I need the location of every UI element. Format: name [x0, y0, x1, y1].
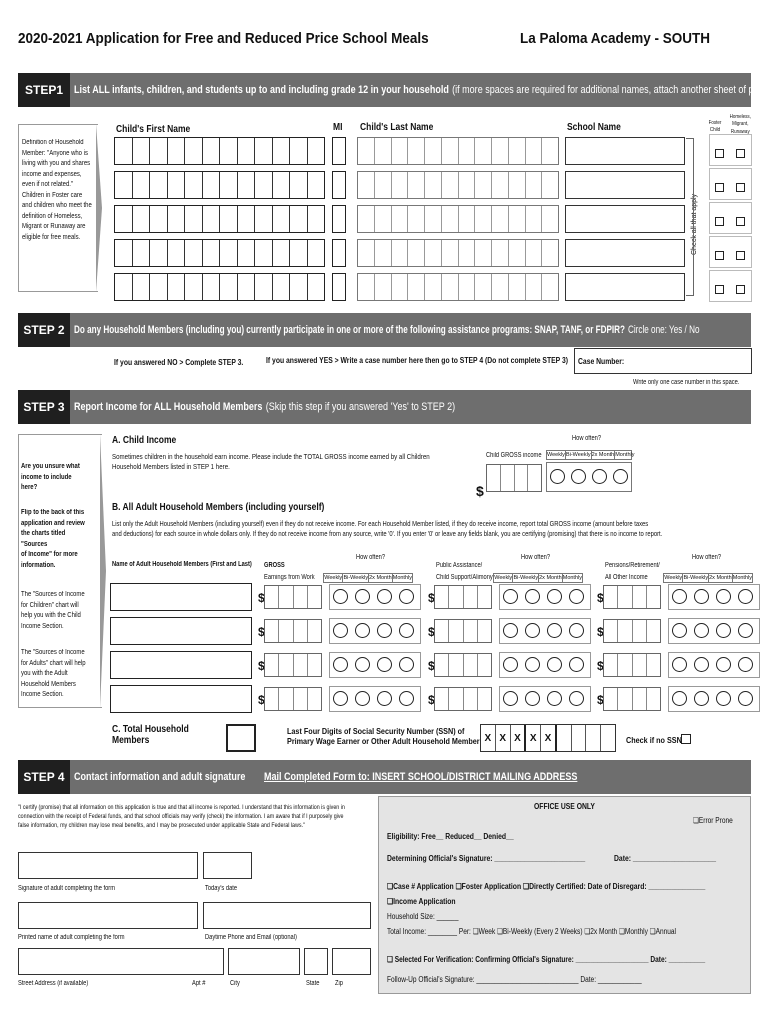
- printed-name-input[interactable]: [18, 902, 198, 929]
- freq-circle[interactable]: [525, 657, 540, 672]
- income-amount-input[interactable]: [434, 585, 492, 609]
- total-members-title: C. Total Household Members: [112, 724, 189, 746]
- no-ssn-checkbox[interactable]: [681, 734, 691, 744]
- child-mi-input[interactable]: [332, 171, 346, 199]
- apt-label: Apt #: [192, 980, 206, 987]
- freq-circle[interactable]: [355, 691, 370, 706]
- ssn-x: X: [541, 725, 557, 751]
- dollar-sign: $: [428, 625, 435, 639]
- freq-circle[interactable]: [716, 589, 731, 604]
- col-first-name: Child's First Name: [116, 124, 191, 135]
- check-all-note: Check all that apply: [691, 193, 698, 255]
- freq-header-1: Weekly Bi-Weekly 2x Month Monthly: [324, 575, 412, 581]
- mail-address: Mail Completed Form to: INSERT SCHOOL/DISTRICT MAILING ADDRESS: [264, 771, 578, 783]
- state-label: State: [306, 980, 320, 987]
- form-title: 2020-2021 Application for Free and Reduced Price School Meals: [18, 30, 429, 47]
- step2-bar: [18, 313, 751, 347]
- freq-circle[interactable]: [355, 657, 370, 672]
- child-dollar-sign: $: [476, 483, 484, 499]
- zip-label: Zip: [335, 980, 343, 987]
- printed-name-label: Printed name of adult completing the form: [18, 934, 125, 941]
- step2-if-yes: If you answered YES > Write a case number here then go to STEP 4 (Do not complete STEP 3): [266, 356, 568, 365]
- foster-checkbox[interactable]: [715, 217, 724, 226]
- freq-circle[interactable]: [672, 657, 687, 672]
- freq-circle[interactable]: [569, 657, 584, 672]
- city-input[interactable]: [228, 948, 300, 975]
- freq-circle[interactable]: [399, 589, 414, 604]
- step1-label: STEP1: [18, 73, 70, 107]
- freq-circle[interactable]: [569, 623, 584, 638]
- zip-input[interactable]: [332, 948, 371, 975]
- household-size: Household Size: ______: [387, 912, 459, 921]
- step3-label: STEP 3: [18, 390, 70, 424]
- case-number-label: Case Number:: [578, 357, 625, 366]
- error-prone: ❏Error Prone: [693, 816, 733, 825]
- step3-bar: [18, 390, 751, 424]
- income-application: ❏Income Application: [387, 897, 456, 906]
- step3-heading: Report Income for ALL Household Members (Skip this step if you answered 'Yes' to STEP 2): [74, 401, 456, 413]
- selected-verification: ❏ Selected For Verification: Confirming Official's Signature: ____________________ Date: __________: [387, 955, 706, 964]
- street-label: Street Address (if available): [18, 980, 89, 987]
- homeless-checkbox[interactable]: [736, 183, 745, 192]
- phone-input[interactable]: [203, 902, 371, 929]
- adult-name-input[interactable]: [110, 651, 252, 679]
- ssn-x: X: [496, 725, 511, 751]
- dollar-sign: $: [258, 591, 265, 605]
- adult-name-input[interactable]: [110, 617, 252, 645]
- dollar-sign: $: [258, 659, 265, 673]
- dollar-sign: $: [597, 591, 604, 605]
- dollar-sign: $: [428, 659, 435, 673]
- freq-circle[interactable]: [716, 657, 731, 672]
- gross-label: GROSS: [264, 562, 285, 569]
- child-gross-label: Child GROSS income: [486, 452, 542, 459]
- school-name-input[interactable]: [565, 137, 685, 165]
- adult-members-title: B. All Adult Household Members (including yourself): [112, 502, 325, 513]
- adult-name-input[interactable]: [110, 685, 252, 713]
- freq-circle[interactable]: [738, 623, 753, 638]
- no-ssn-label: Check if no SSN: [626, 735, 682, 745]
- how-often-2: How often?: [521, 554, 551, 561]
- check-bracket: [686, 138, 694, 296]
- child-mi-input[interactable]: [332, 205, 346, 233]
- state-input[interactable]: [304, 948, 328, 975]
- child-support-label: Child Support/Alimony: [436, 574, 493, 581]
- child-mi-input[interactable]: [332, 273, 346, 301]
- street-input[interactable]: [18, 948, 224, 975]
- adult-name-input[interactable]: [110, 583, 252, 611]
- freq-header-3: Weekly Bi-Weekly 2x Month Monthly: [664, 575, 752, 581]
- freq-header-2: Weekly Bi-Weekly 2x Month Monthly: [494, 575, 582, 581]
- child-income-title: A. Child Income: [112, 435, 177, 446]
- child-last-name-input[interactable]: [357, 273, 559, 301]
- child-freq-circle[interactable]: [571, 469, 586, 484]
- freq-circle[interactable]: [694, 691, 709, 706]
- income-amount-input[interactable]: [264, 653, 322, 677]
- total-income: Total Income: ________ Per: ❏Week ❏Bi-Weekly (Every 2 Weeks) ❏2x Month ❏Monthly ❏Annual: [387, 927, 677, 936]
- step3-side-arrow: [100, 434, 106, 708]
- child-how-often: How often?: [572, 435, 602, 442]
- school-name-input[interactable]: [565, 205, 685, 233]
- dollar-sign: $: [597, 693, 604, 707]
- earnings-label: Earnings from Work: [264, 574, 315, 581]
- school-name-input[interactable]: [565, 273, 685, 301]
- office-title: OFFICE USE ONLY: [534, 802, 595, 811]
- freq-circle[interactable]: [333, 657, 348, 672]
- child-first-name-input[interactable]: [114, 171, 325, 199]
- ssn-x: X: [511, 725, 527, 751]
- school-name-input[interactable]: [565, 171, 685, 199]
- school-name: La Paloma Academy - SOUTH: [520, 30, 711, 47]
- step2-label: STEP 2: [18, 313, 70, 347]
- freq-circle[interactable]: [333, 623, 348, 638]
- freq-circle[interactable]: [377, 657, 392, 672]
- freq-circle[interactable]: [503, 623, 518, 638]
- foster-checkbox[interactable]: [715, 149, 724, 158]
- step2-heading: Do any Household Members (including you) currently participate in one or more of the following assistance programs: SNAP, TANF, or FDPIR? Circle one: Yes / No: [74, 324, 700, 336]
- household-definition: Definition of Household Member: "Anyone who is living with you and shares income and expenses, even if not related." Children in Foster care and children who meet the definition of Homeless, Migrant or Runaway are eligible for free meals.: [22, 139, 92, 241]
- dollar-sign: $: [258, 693, 265, 707]
- freq-circle[interactable]: [503, 589, 518, 604]
- col-foster: Foster Child: [708, 120, 722, 134]
- child-mi-input[interactable]: [332, 239, 346, 267]
- freq-circle[interactable]: [716, 691, 731, 706]
- how-often-1: How often?: [356, 554, 386, 561]
- freq-circle[interactable]: [355, 589, 370, 604]
- freq-circle[interactable]: [694, 657, 709, 672]
- freq-circle[interactable]: [738, 589, 753, 604]
- income-amount-input[interactable]: [603, 619, 661, 643]
- col-mi: MI: [333, 122, 343, 133]
- freq-circle[interactable]: [694, 623, 709, 638]
- freq-circle[interactable]: [525, 623, 540, 638]
- step1-bar: [18, 73, 775, 107]
- foster-checkbox[interactable]: [715, 251, 724, 260]
- freq-circle[interactable]: [672, 589, 687, 604]
- step2-if-no: If you answered NO > Complete STEP 3.: [114, 358, 244, 367]
- freq-circle[interactable]: [672, 623, 687, 638]
- freq-circle[interactable]: [355, 623, 370, 638]
- phone-label: Daytime Phone and Email (optional): [205, 934, 297, 941]
- side-children-chart: The "Sources of Income for Children" chart will help you with the Child Income Section.: [21, 591, 85, 630]
- col-homeless: Homeless, Migrant, Runaway: [729, 114, 751, 135]
- freq-circle[interactable]: [333, 691, 348, 706]
- case-application: ❏Case # Application ❏Foster Application ❏Directly Certified: Date of Disregard: _______________: [387, 882, 706, 891]
- dollar-sign: $: [428, 591, 435, 605]
- child-income-input[interactable]: [486, 464, 542, 492]
- freq-circle[interactable]: [503, 691, 518, 706]
- total-members-input[interactable]: [226, 724, 256, 752]
- public-label: Public Assistance/: [436, 562, 483, 569]
- freq-circle[interactable]: [569, 589, 584, 604]
- homeless-checkbox[interactable]: [736, 251, 745, 260]
- income-amount-input[interactable]: [603, 687, 661, 711]
- pensions-label: Pensions/Retirement/: [605, 562, 660, 569]
- side-adults-chart: The "Sources of Income for Adults" chart will help you with the Adult Household Members Income Section.: [21, 649, 86, 698]
- child-first-name-input[interactable]: [114, 205, 325, 233]
- col-last-name: Child's Last Name: [360, 122, 434, 133]
- dollar-sign: $: [597, 625, 604, 639]
- determining-date: Date: ______________________: [614, 854, 717, 863]
- child-first-name-input[interactable]: [114, 273, 325, 301]
- date-input[interactable]: [203, 852, 252, 879]
- write-one-note: Write only one case number in this space.: [633, 379, 740, 386]
- income-amount-input[interactable]: [434, 619, 492, 643]
- side-unsure: Are you unsure what income to include here?: [21, 463, 80, 491]
- freq-circle[interactable]: [716, 623, 731, 638]
- child-last-name-input[interactable]: [357, 171, 559, 199]
- side-box-arrow: [96, 124, 102, 292]
- freq-circle[interactable]: [738, 657, 753, 672]
- freq-circle[interactable]: [333, 589, 348, 604]
- child-freq-circle[interactable]: [592, 469, 607, 484]
- followup-official: Follow-Up Official's Signature: ____________________________ Date: ____________: [387, 975, 642, 984]
- step4-label: STEP 4: [18, 760, 70, 794]
- child-freq-circle[interactable]: [613, 469, 628, 484]
- freq-circle[interactable]: [738, 691, 753, 706]
- homeless-checkbox[interactable]: [736, 149, 745, 158]
- adult-name-header: Name of Adult Household Members (First and Last): [112, 561, 252, 568]
- income-amount-input[interactable]: [434, 687, 492, 711]
- ssn-x: X: [481, 725, 496, 751]
- other-income-label: All Other Income: [605, 574, 648, 581]
- freq-circle[interactable]: [377, 623, 392, 638]
- adult-members-desc: List only the Adult Household Members (including yourself) even if they do not receive income. For each Household Member listed, if they do receive income, report total GROSS income (amount before taxes and deductions) for each source in whole dollars only. If they do not receive income from any source, write '0'. If you enter '0' or leave any fields blank, you are certifying (promising) that there is no income to report.: [112, 519, 663, 539]
- ssn-input[interactable]: [480, 724, 616, 752]
- freq-circle[interactable]: [525, 691, 540, 706]
- signature-input[interactable]: [18, 852, 198, 879]
- child-income-desc: Sometimes children in the household earn income. Please include the TOTAL GROSS income earned by all Children Household Members listed in STEP 1 here.: [112, 452, 430, 472]
- homeless-checkbox[interactable]: [736, 217, 745, 226]
- income-amount-input[interactable]: [434, 653, 492, 677]
- freq-circle[interactable]: [503, 657, 518, 672]
- foster-checkbox[interactable]: [715, 183, 724, 192]
- freq-circle[interactable]: [377, 589, 392, 604]
- freq-circle[interactable]: [399, 657, 414, 672]
- certify-text: "I certify (promise) that all information on this application is true and that all income is reported. I understand that this information is given in connection with the receipt of Federal funds, and that school officials may verify (check) the information. I am aware that if I purposely give false information, my children may lose meal benefits, and I may be prosecuted under applicable State and Federal laws.": [18, 804, 345, 829]
- freq-circle[interactable]: [547, 657, 562, 672]
- child-first-name-input[interactable]: [114, 137, 325, 165]
- freq-circle[interactable]: [377, 691, 392, 706]
- dollar-sign: $: [597, 659, 604, 673]
- income-amount-input[interactable]: [264, 585, 322, 609]
- dollar-sign: $: [258, 625, 265, 639]
- homeless-checkbox[interactable]: [736, 285, 745, 294]
- child-freq-header: Weekly Bi-Weekly 2x Month Monthly: [547, 452, 635, 458]
- child-first-name-input[interactable]: [114, 239, 325, 267]
- freq-circle[interactable]: [672, 691, 687, 706]
- dollar-sign: $: [428, 693, 435, 707]
- determining-official: Determining Official's Signature: ________________________: [387, 854, 586, 863]
- freq-circle[interactable]: [525, 589, 540, 604]
- signature-label: Signature of adult completing the form: [18, 885, 116, 892]
- col-school: School Name: [567, 122, 621, 133]
- child-freq-circle[interactable]: [550, 469, 565, 484]
- freq-circle[interactable]: [399, 691, 414, 706]
- income-amount-input[interactable]: [264, 619, 322, 643]
- child-mi-input[interactable]: [332, 137, 346, 165]
- income-amount-input[interactable]: [264, 687, 322, 711]
- ssn-label: Last Four Digits of Social Security Number (SSN) of Primary Wage Earner or Other Adult Household Member: [287, 726, 480, 746]
- freq-circle[interactable]: [694, 589, 709, 604]
- income-amount-input[interactable]: [603, 585, 661, 609]
- freq-circle[interactable]: [547, 589, 562, 604]
- city-label: City: [230, 980, 240, 987]
- ssn-x: X: [526, 725, 541, 751]
- freq-circle[interactable]: [569, 691, 584, 706]
- step4-bar: [18, 760, 751, 794]
- step4-heading: Contact information and adult signature: [74, 771, 246, 783]
- freq-circle[interactable]: [547, 623, 562, 638]
- freq-circle[interactable]: [547, 691, 562, 706]
- school-name-input[interactable]: [565, 239, 685, 267]
- foster-checkbox[interactable]: [715, 285, 724, 294]
- child-last-name-input[interactable]: [357, 137, 559, 165]
- side-flip: Flip to the back of this application and review the charts titled "Sources of Income" for more information.: [21, 509, 85, 569]
- child-last-name-input[interactable]: [357, 205, 559, 233]
- freq-circle[interactable]: [399, 623, 414, 638]
- how-often-3: How often?: [692, 554, 722, 561]
- income-amount-input[interactable]: [603, 653, 661, 677]
- step1-heading: List ALL infants, children, and students up to and including grade 12 in your household (if more spaces are required for additional names, attach another sheet of paper): [74, 84, 775, 96]
- date-label: Today's date: [205, 885, 238, 892]
- eligibility: Eligibility: Free__ Reduced__ Denied__: [387, 832, 514, 841]
- child-last-name-input[interactable]: [357, 239, 559, 267]
